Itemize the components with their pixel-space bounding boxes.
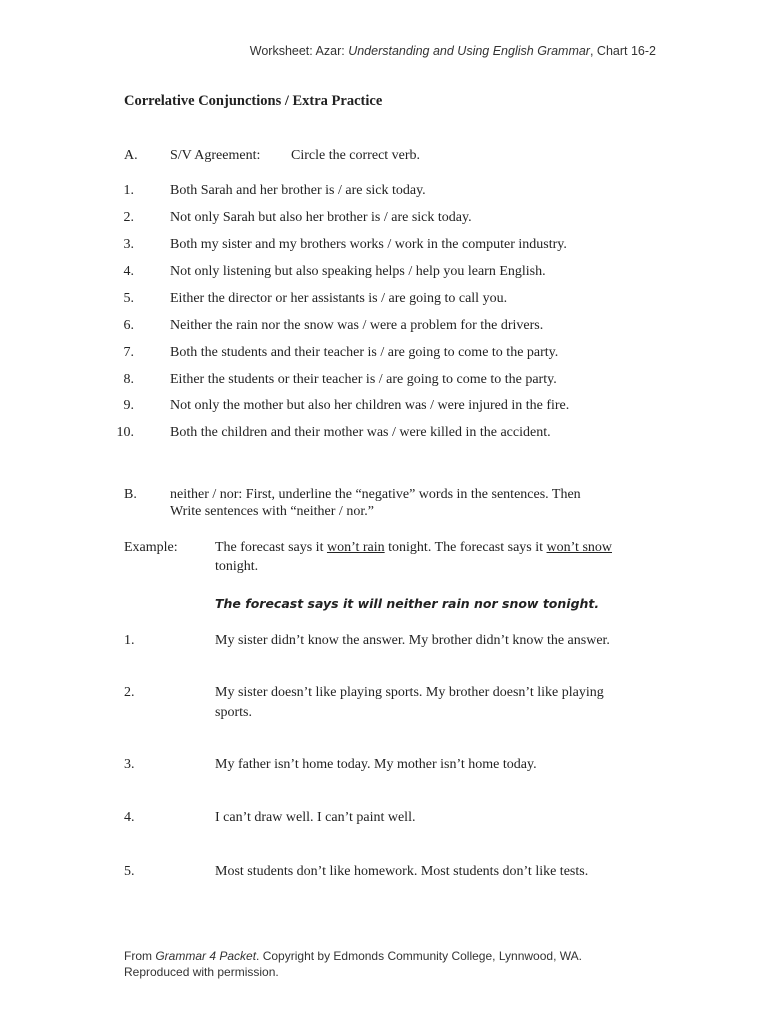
footer-book-title: Grammar 4 Packet xyxy=(155,949,257,963)
header-prefix: Worksheet: Azar: xyxy=(249,44,349,58)
list-item: My sister doesn’t like playing sports. My brother doesn’t like playing xyxy=(215,685,604,700)
list-item: Most students don’t like homework. Most students don’t like tests. xyxy=(215,864,589,879)
item-number: 5. xyxy=(123,291,134,306)
list-item: Both Sarah and her brother is / are sick today. xyxy=(170,183,426,198)
section-b-instruction-line1: neither / nor: First, underline the “negative” words in the sentences. Then xyxy=(170,487,581,502)
example-label: Example: xyxy=(124,540,178,555)
list-item: Either the director or her assistants is / are going to call you. xyxy=(170,291,508,306)
list-item: Both the students and their teacher is / are going to come to the party. xyxy=(170,345,559,360)
item-number: 2. xyxy=(123,210,134,225)
list-item: Not only Sarah but also her brother is / are sick today. xyxy=(170,210,472,225)
section-b-letter: B. xyxy=(124,487,137,502)
example-text-part1: The forecast says it xyxy=(215,540,327,555)
section-a-letter: A. xyxy=(124,148,138,163)
item-number: 6. xyxy=(123,318,134,333)
example-sentence-line2: tonight. xyxy=(215,559,259,574)
list-item: My sister didn’t know the answer. My brother didn’t know the answer. xyxy=(215,633,610,648)
item-number: 8. xyxy=(123,372,134,387)
footer-copyright: . Copyright by Edmonds Community College, Lynnwood, WA. xyxy=(256,949,582,963)
item-number: 4. xyxy=(123,264,134,279)
footer-line1 xyxy=(124,948,644,964)
item-number: 5. xyxy=(124,864,135,879)
worksheet-header xyxy=(250,44,656,58)
header-book-title: Understanding and Using English Grammar xyxy=(348,44,590,58)
section-a-instruction: Circle the correct verb. xyxy=(291,148,421,163)
example-underlined-negative-2: won’t snow xyxy=(546,540,612,555)
list-item: Not only the mother but also her children was / were injured in the fire. xyxy=(170,398,570,413)
example-text-part2: tonight. The forecast says it xyxy=(384,540,547,555)
item-number: 1. xyxy=(123,183,134,198)
list-item: I can’t draw well. I can’t paint well. xyxy=(215,810,416,825)
example-answer: The forecast says it will neither rain nor snow tonight. xyxy=(215,596,600,611)
footer-line2: Reproduced with permission. xyxy=(124,965,279,979)
item-number: 2. xyxy=(124,685,135,700)
item-number: 4. xyxy=(124,810,135,825)
list-item: Neither the rain nor the snow was / were a problem for the drivers. xyxy=(170,318,544,333)
header-suffix: , Chart 16-2 xyxy=(589,44,656,58)
list-item: My father isn’t home today. My mother isn’t home today. xyxy=(215,757,537,772)
page-footer xyxy=(124,948,644,980)
list-item: Not only listening but also speaking helps / help you learn English. xyxy=(170,264,546,279)
item-number: 10. xyxy=(116,425,134,440)
section-a-topic: S/V Agreement: xyxy=(170,148,261,163)
list-item-continued: sports. xyxy=(215,705,252,720)
list-item: Both the children and their mother was / were killed in the accident. xyxy=(170,425,551,440)
list-item: Both my sister and my brothers works / work in the computer industry. xyxy=(170,237,567,252)
section-b-instruction-line2: Write sentences with “neither / nor.” xyxy=(170,504,374,519)
page-title: Correlative Conjunctions / Extra Practice xyxy=(124,93,383,109)
example-underlined-negative-1: won’t rain xyxy=(326,540,385,555)
item-number: 3. xyxy=(124,757,135,772)
example-sentence xyxy=(215,540,612,556)
item-number: 7. xyxy=(123,345,134,360)
item-number: 9. xyxy=(123,398,134,413)
list-item: Either the students or their teacher is / are going to come to the party. xyxy=(170,372,557,387)
item-number: 3. xyxy=(123,237,134,252)
item-number: 1. xyxy=(124,633,135,648)
footer-prefix: From xyxy=(124,949,156,963)
